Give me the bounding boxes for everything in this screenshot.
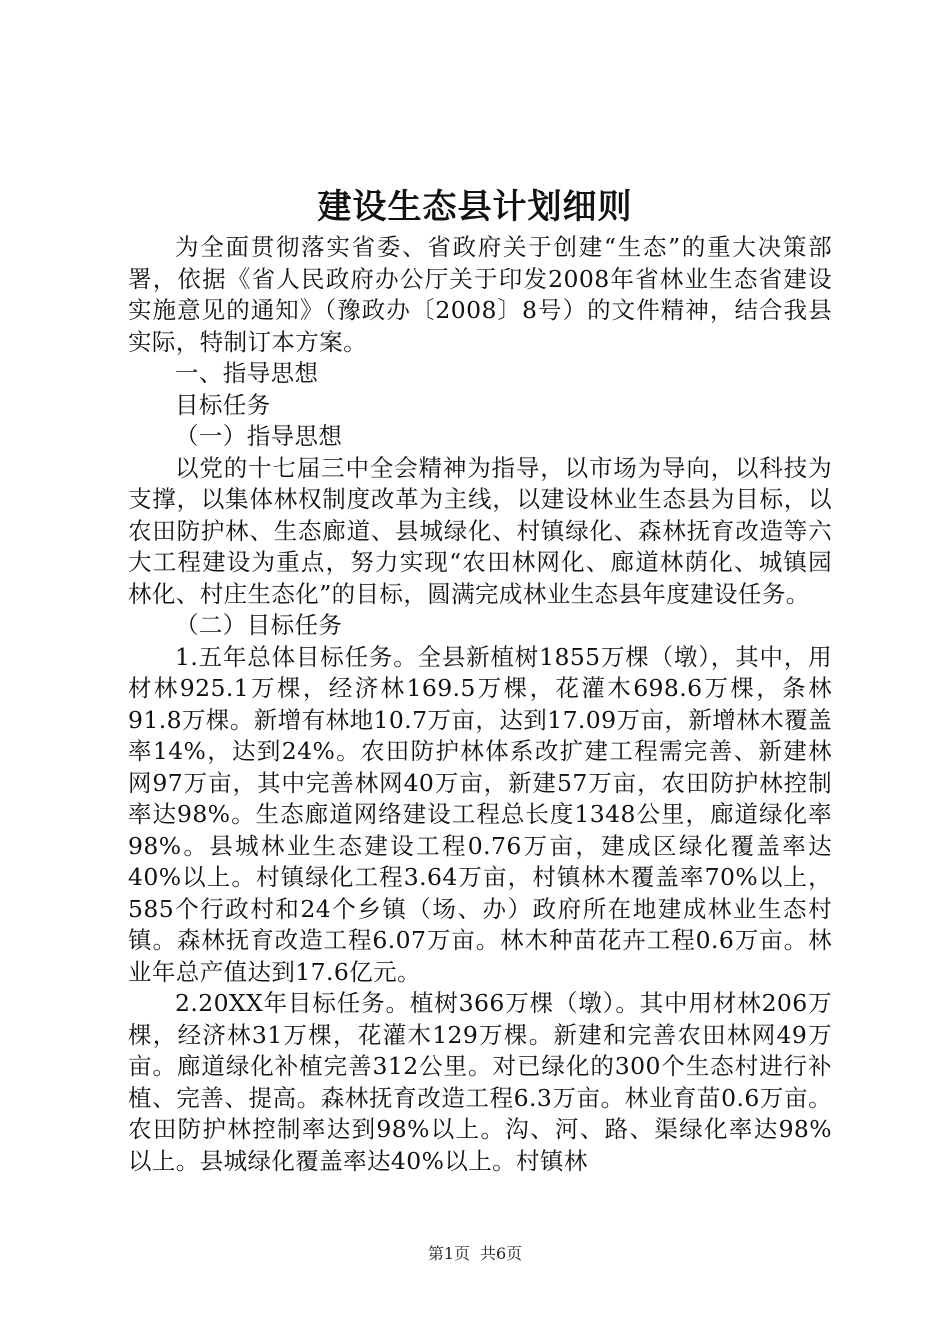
subsection-heading-goals: （二）目标任务 xyxy=(175,611,343,639)
page-footer xyxy=(0,1243,950,1265)
document-body xyxy=(128,232,832,1177)
annual-goals-paragraph: 2.20XX年目标任务。植树366万棵（墩）。其中用材林206万棵，经济林31万棵，花灌木129万棵。新建和完善农田林网49万亩。廊道绿化补植完善312公里。对已绿化的300个生态村进行补植、完善、提高。森林抚育改造工程6.3万亩。林业育苗0.6万亩。农田防护林控制率达到98%以上。沟、河、路、渠绿化率达98%以上。县城绿化覆盖率达40%以上。村镇林 xyxy=(128,989,832,1175)
guiding-ideology-paragraph: 以党的十七届三中全会精神为指导，以市场为导向，以科技为支撑，以集体林权制度改革为主线，以建设林业生态县为目标，以农田防护林、生态廊道、县城绿化、村镇绿化、森林抚育改造等六大工程建设为重点，努力实现“农田林网化、廊道林荫化、城镇园林化、村庄生态化”的目标，圆满完成林业生态县年度建设任务。 xyxy=(128,453,832,608)
section-heading-goals: 目标任务 xyxy=(175,390,271,419)
page-number: 第1页 xyxy=(427,1244,470,1263)
five-year-goals-paragraph: 1.五年总体目标任务。全县新植树1855万棵（墩），其中，用材林925.1万棵，经济林169.5万棵，花灌木698.6万棵，条林91.8万棵。新增有林地10.7万亩，达到17.09万亩，新增林木覆盖率14%，达到24%。农田防护林体系改扩建工程需完善、新建林网97万亩，其中完善林网40万亩，新建57万亩，农田防护林控制率达98%。生态廊道网络建设工程总长度1348公里，廊道绿化率98%。县城林业生态建设工程0.76万亩，建成区绿化覆盖率达40%以上。村镇绿化工程3.64万亩，村镇林木覆盖率70%以上，585个行政村和24个乡镇（场、办）政府所在地建成林业生态村镇。森林抚育改造工程6.07万亩。林木种苗花卉工程0.6万亩。林业年总产值达到17.6亿元。 xyxy=(128,642,832,986)
subsection-heading-guiding-ideology: （一）指导思想 xyxy=(175,422,343,450)
page-total: 共6页 xyxy=(480,1244,523,1263)
intro-paragraph: 为全面贯彻落实省委、省政府关于创建“生态”的重大决策部署，依据《省人民政府办公厅关于印发2008年省林业生态省建设实施意见的通知》（豫政办〔2008〕8号）的文件精神，结合我县实际，特制订本方案。 xyxy=(128,233,832,356)
section-heading-guiding-ideology: 一、指导思想 xyxy=(175,359,319,387)
document-title: 建设生态县计划细则 xyxy=(317,187,633,227)
